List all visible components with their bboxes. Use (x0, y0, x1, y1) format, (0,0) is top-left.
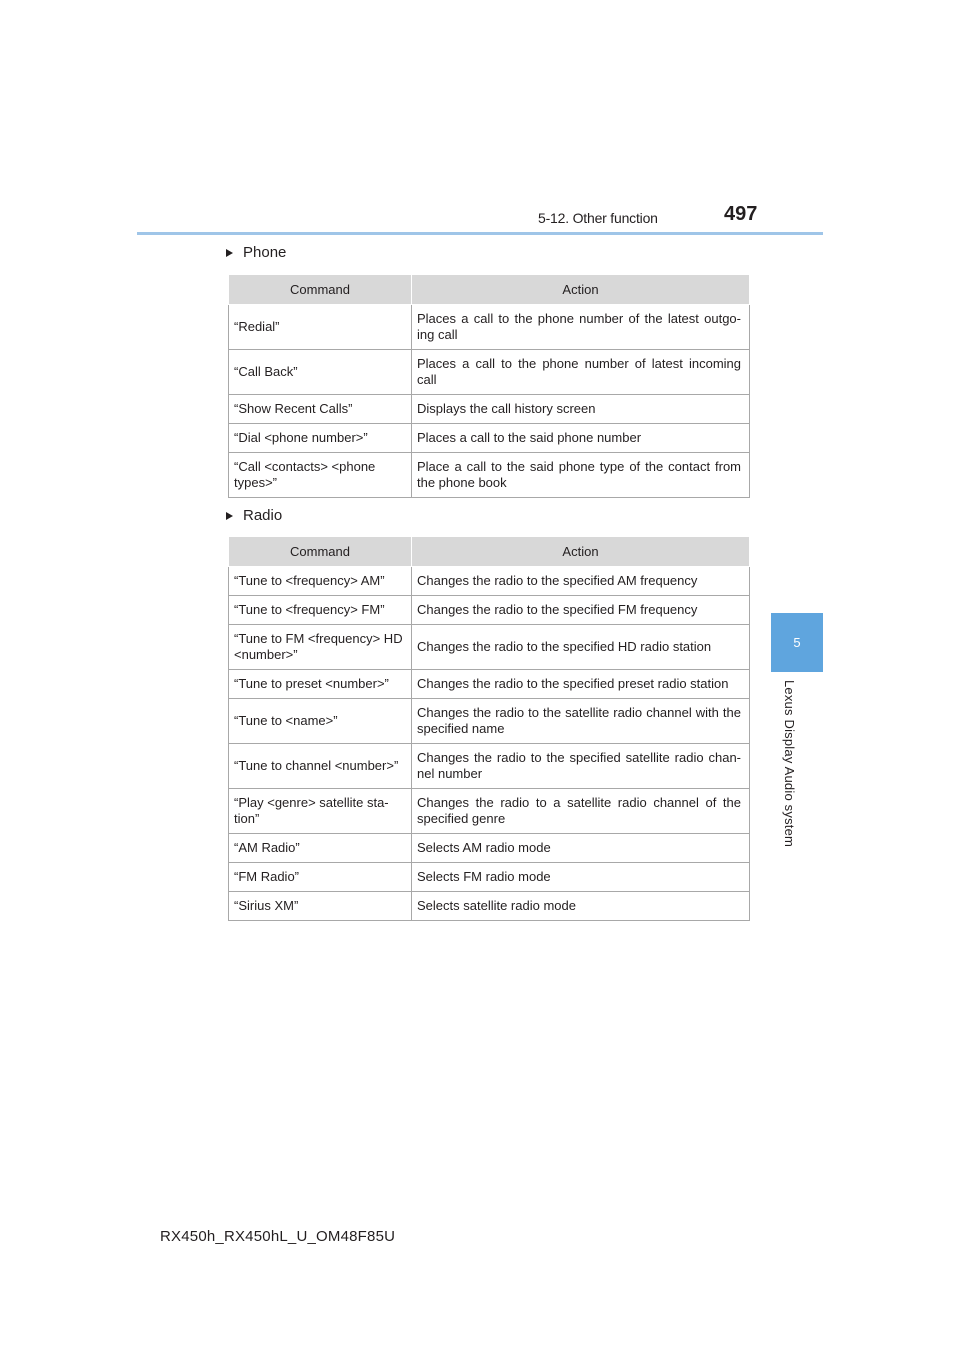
action-cell: Places a call to the said phone number (412, 424, 750, 453)
action-cell: Changes the radio to the specified satellite radio chan-nel number (412, 744, 750, 789)
table-header-row (229, 537, 750, 567)
phone-command-table (228, 274, 750, 498)
action-cell: Changes the radio to the specified AM frequency (412, 567, 750, 596)
action-cell: Changes the radio to the specified FM frequency (412, 596, 750, 625)
table-row (229, 670, 750, 699)
action-cell: Selects FM radio mode (412, 863, 750, 892)
chapter-tab (771, 613, 823, 672)
table-row (229, 863, 750, 892)
table-header-row (229, 275, 750, 305)
table-row (229, 789, 750, 834)
table-row (229, 699, 750, 744)
table-row (229, 625, 750, 670)
command-cell: “Tune to channel <number>” (229, 744, 412, 789)
chapter-number: 5 (793, 635, 801, 650)
table-row (229, 892, 750, 921)
command-cell: “Redial” (229, 305, 412, 350)
action-cell: Places a call to the phone number of the latest outgo-ing call (412, 305, 750, 350)
radio-heading (226, 507, 282, 524)
command-cell: “Tune to <name>” (229, 699, 412, 744)
column-header-command: Command (229, 537, 412, 567)
action-cell: Displays the call history screen (412, 395, 750, 424)
command-cell: “Sirius XM” (229, 892, 412, 921)
action-cell: Selects satellite radio mode (412, 892, 750, 921)
table-row (229, 424, 750, 453)
radio-heading-label: Radio (243, 507, 283, 524)
phone-heading (226, 244, 286, 261)
command-cell: “Call <contacts> <phone types>” (229, 453, 412, 498)
table-row (229, 395, 750, 424)
header-rule (137, 232, 823, 235)
command-cell: “Tune to FM <frequency> HD <number>” (229, 625, 412, 670)
action-cell: Changes the radio to a satellite radio channel of the specified genre (412, 789, 750, 834)
command-cell: “Tune to <frequency> FM” (229, 596, 412, 625)
section-title: 5-12. Other function (538, 210, 658, 226)
table-row (229, 567, 750, 596)
page-number: 497 (724, 203, 758, 225)
command-cell: “Tune to <frequency> AM” (229, 567, 412, 596)
phone-heading-label: Phone (243, 244, 287, 261)
action-cell: Place a call to the said phone type of the contact from the phone book (412, 453, 750, 498)
column-header-action: Action (412, 275, 750, 305)
table-row (229, 350, 750, 395)
command-cell: “Call Back” (229, 350, 412, 395)
command-cell: “FM Radio” (229, 863, 412, 892)
table-row (229, 596, 750, 625)
table-row (229, 834, 750, 863)
action-cell: Changes the radio to the satellite radio channel with the specified name (412, 699, 750, 744)
table-row (229, 453, 750, 498)
command-cell: “AM Radio” (229, 834, 412, 863)
action-cell: Places a call to the phone number of latest incoming call (412, 350, 750, 395)
action-cell: Changes the radio to the specified preset radio station (412, 670, 750, 699)
command-cell: “Tune to preset <number>” (229, 670, 412, 699)
column-header-action: Action (412, 537, 750, 567)
chapter-title: Lexus Display Audio system (782, 680, 797, 848)
action-cell: Changes the radio to the specified HD radio station (412, 625, 750, 670)
column-header-command: Command (229, 275, 412, 305)
triangle-bullet-icon (226, 249, 233, 257)
table-row (229, 305, 750, 350)
command-cell: “Show Recent Calls” (229, 395, 412, 424)
radio-command-table (228, 536, 750, 921)
action-cell: Selects AM radio mode (412, 834, 750, 863)
command-cell: “Dial <phone number>” (229, 424, 412, 453)
model-code-footer: RX450h_RX450hL_U_OM48F85U (160, 1228, 396, 1245)
command-cell: “Play <genre> satellite sta-tion” (229, 789, 412, 834)
table-row (229, 744, 750, 789)
triangle-bullet-icon (226, 512, 233, 520)
